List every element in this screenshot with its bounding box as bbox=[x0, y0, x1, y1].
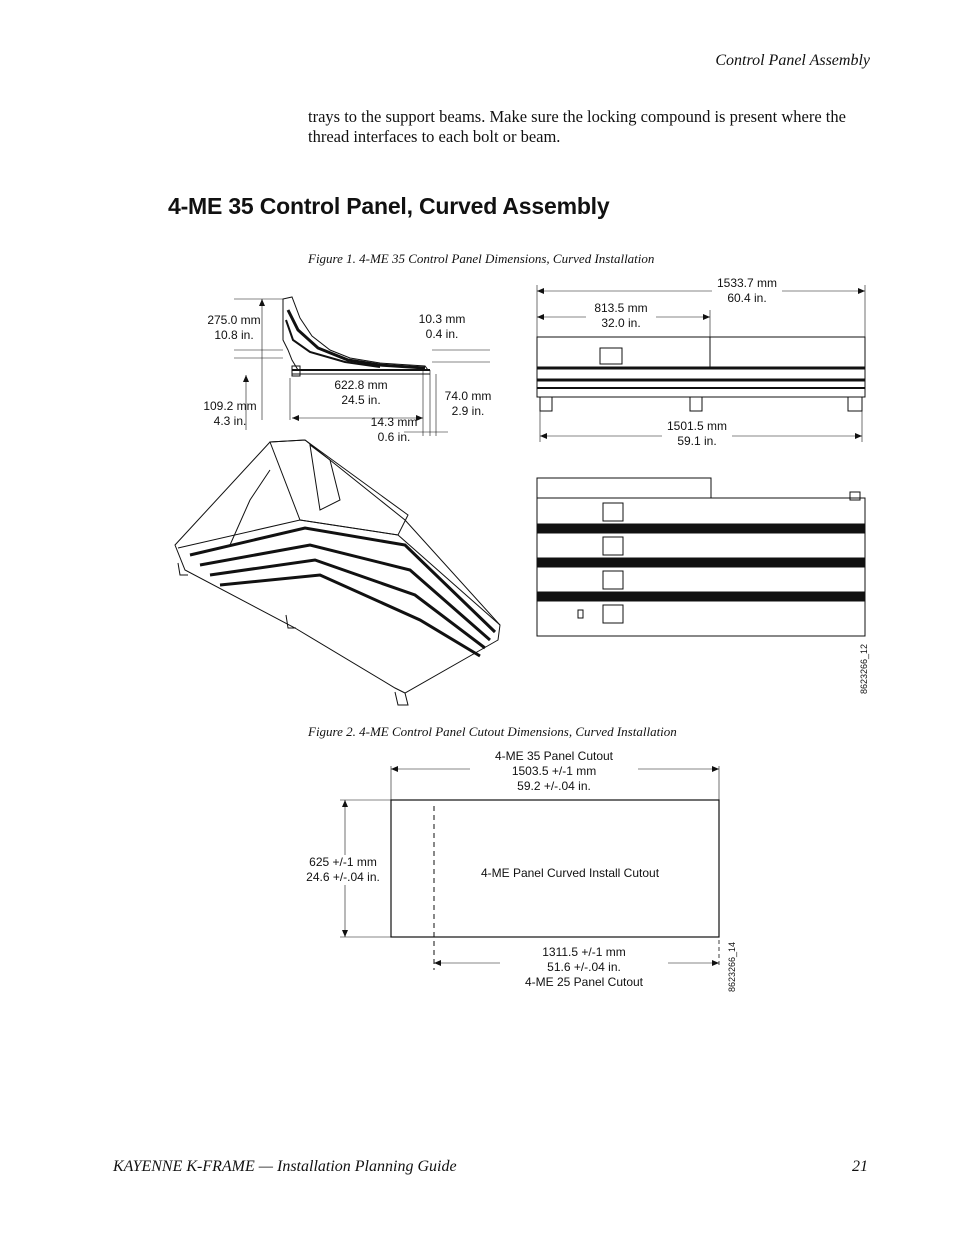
dim-cutout-side: 625 +/-1 mm 24.6 +/-.04 in. bbox=[298, 855, 388, 885]
figure2-caption: Figure 2. 4-ME Control Panel Cutout Dimensions, Curved Installation bbox=[308, 724, 677, 739]
figure1-drawing-id: 8623266_12 bbox=[859, 643, 869, 694]
figure1-caption: Figure 1. 4-ME 35 Control Panel Dimensions, Curved Installation bbox=[308, 251, 655, 266]
top-plan-drawing bbox=[537, 478, 865, 636]
cutout-center-label: 4-ME Panel Curved Install Cutout bbox=[480, 866, 660, 880]
dim-front-offset: 14.3 mm 0.6 in. bbox=[370, 415, 418, 444]
dim-cutout-bottom: 1311.5 +/-1 mm 51.6 +/-.04 in. 4-ME 25 Panel Cutout bbox=[500, 945, 668, 990]
isometric-panel-drawing bbox=[175, 440, 500, 705]
dim-left-section: 813.5 mm 32.0 in. bbox=[586, 301, 656, 331]
dim-base-width: 1501.5 mm 59.1 in. bbox=[662, 419, 732, 449]
dim-cutout-top: 4-ME 35 Panel Cutout 1503.5 +/-1 mm 59.2 +/-.04 in. bbox=[470, 749, 638, 794]
footer-title: KAYENNE K-FRAME — Installation Planning Guide bbox=[113, 1158, 457, 1175]
figure2-drawing-id: 8623266_14 bbox=[727, 941, 737, 992]
running-header: Control Panel Assembly bbox=[715, 52, 870, 69]
dim-height-base: 109.2 mm 4.3 in. bbox=[203, 399, 257, 428]
page-number: 21 bbox=[852, 1158, 868, 1175]
dim-top-gap: 10.3 mm 0.4 in. bbox=[418, 312, 466, 341]
section-title: 4-ME 35 Control Panel, Curved Assembly bbox=[168, 193, 610, 219]
dim-depth: 622.8 mm 24.5 in. bbox=[334, 378, 388, 407]
dim-overall-width: 1533.7 mm 60.4 in. bbox=[712, 276, 782, 306]
dim-height-total: 275.0 mm 10.8 in. bbox=[207, 313, 261, 342]
body-paragraph: trays to the support beams. Make sure the locking compound is present where the thread interfaces to each bolt or beam. bbox=[308, 107, 846, 146]
dim-front-height: 74.0 mm 2.9 in. bbox=[444, 389, 492, 418]
